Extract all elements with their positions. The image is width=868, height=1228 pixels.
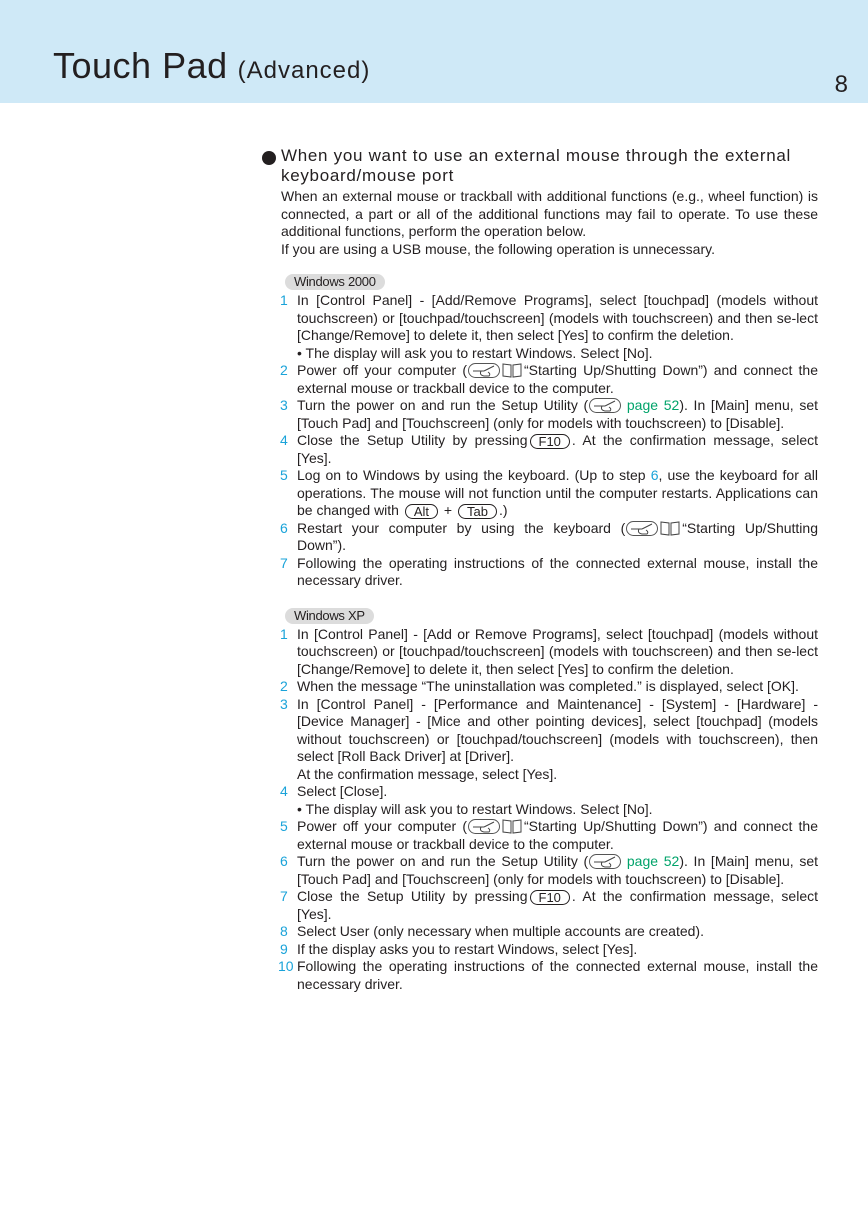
starting-up-link[interactable]: “Starting Up/Shutting Down” xyxy=(524,818,703,834)
tab-key: Tab xyxy=(458,504,497,519)
step-text: Following the operating instructions of the connected external mouse, install the necessary driver. xyxy=(297,554,818,588)
step-text: In [Control Panel] - [Performance and Maintenance] - [System] - [Hardware] - [Device Manager] - [Mice and other pointing devices], select [touchpad] (models without touchscreen) or [touchpad/touchscreen] (models with touchscreen), then select [Roll Back Driver] at [Driver]. xyxy=(297,695,818,764)
step-text: Power off your computer ( xyxy=(297,818,468,834)
pointing-hand-icon xyxy=(626,521,658,536)
pointing-hand-icon xyxy=(589,854,621,869)
heading-line2: keyboard/mouse port xyxy=(281,166,454,185)
section-heading xyxy=(262,146,818,186)
step-item xyxy=(262,783,818,818)
step-number: 2 xyxy=(280,678,288,694)
step-text: Select [Close]. xyxy=(297,783,388,799)
page-header xyxy=(0,0,868,103)
page-52-link[interactable]: page 52 xyxy=(626,397,680,413)
step-number: 1 xyxy=(280,625,288,642)
step-note: At the confirmation message, select [Yes]. xyxy=(297,765,558,782)
step-text-mid: , use the keyboard for all operations. The mouse will not function until the computer restarts. Applications can be changed with xyxy=(297,467,818,518)
windows-2000-steps xyxy=(262,292,818,590)
windows-xp-badge: Windows XP xyxy=(285,608,374,624)
pointing-hand-icon xyxy=(589,398,621,413)
intro-paragraph-2: If you are using a USB mouse, the following operation is unnecessary. xyxy=(281,240,715,257)
step-text: Close the Setup Utility by pressing xyxy=(297,432,528,448)
step-number: 6 xyxy=(280,519,288,536)
step-text: Turn the power on and run the Setup Utility ( xyxy=(297,853,589,869)
step-item xyxy=(262,626,818,679)
step-number: 7 xyxy=(280,888,288,904)
step-item xyxy=(262,432,818,467)
step-text: Close the Setup Utility by pressing xyxy=(297,888,528,904)
step-text: Log on to Windows by using the keyboard. (Up to step xyxy=(297,467,651,483)
step-item xyxy=(262,853,818,888)
f10-key: F10 xyxy=(530,890,570,905)
step-number: 4 xyxy=(280,783,288,799)
heading-line1: When you want to use an external mouse through the external xyxy=(281,146,792,165)
step-number: 10 xyxy=(278,958,294,974)
intro-text xyxy=(262,188,818,258)
step-number: 7 xyxy=(280,554,288,571)
main-content xyxy=(262,146,818,993)
book-icon xyxy=(502,818,522,834)
step-item xyxy=(262,941,818,959)
step-item xyxy=(262,678,818,696)
step-note: • The display will ask you to restart Windows. Select [No]. xyxy=(297,800,653,817)
step-text: When the message “The uninstallation was completed.” is displayed, select [OK]. xyxy=(297,678,799,694)
step-number: 8 xyxy=(280,923,288,939)
step-number: 5 xyxy=(280,818,288,834)
step-text-cont: ). In [Main] menu, set [Touch Pad] and [Touchscreen] (only for models with touchscreen) to [Disable]. xyxy=(297,397,819,431)
title-subtitle: (Advanced) xyxy=(237,57,371,84)
step-item xyxy=(262,958,818,993)
step-text-cont: .) xyxy=(498,502,508,518)
step-text-cont: . At the confirmation message, select [Yes]. xyxy=(297,432,818,466)
step-item xyxy=(262,397,818,432)
book-icon xyxy=(502,362,522,378)
step-text: Power off your computer ( xyxy=(297,362,468,378)
step-item xyxy=(262,467,818,520)
step-item xyxy=(262,696,818,784)
step-text: Restart your computer by using the keyboard ( xyxy=(297,519,626,536)
step-text: Select User (only necessary when multiple accounts are created). xyxy=(297,923,704,939)
book-icon xyxy=(660,520,680,536)
plus-sign: + xyxy=(440,502,456,518)
step-number: 1 xyxy=(280,292,288,308)
intro-paragraph-1: When an external mouse or trackball with additional functions (e.g., wheel function) is connected, a part or all of the additional functions may fail to operate. To use these additional functions, perform the operation below. xyxy=(281,188,818,239)
step-text: If the display asks you to restart Windows, select [Yes]. xyxy=(297,940,638,957)
step-item xyxy=(262,520,818,555)
windows-2000-badge: Windows 2000 xyxy=(285,274,385,290)
step-item xyxy=(262,923,818,941)
step-item xyxy=(262,888,818,923)
step-number: 6 xyxy=(280,853,288,869)
step-number: 2 xyxy=(280,362,288,378)
step-item xyxy=(262,292,818,362)
step-number: 3 xyxy=(280,397,288,413)
step-text-cont: . At the confirmation message, select [Yes]. xyxy=(297,888,818,922)
starting-up-link[interactable]: “Starting Up/Shutting Down” xyxy=(524,362,703,378)
step-number: 4 xyxy=(280,432,288,448)
bullet-icon xyxy=(262,151,276,165)
step-text-cont: ). In [Main] menu, set [Touch Pad] and [Touchscreen] (only for models with touchscreen) to [Disable]. xyxy=(297,853,819,887)
step-item xyxy=(262,818,818,853)
pointing-hand-icon xyxy=(468,819,500,834)
step-text-cont: ). xyxy=(337,537,347,553)
page-title xyxy=(53,45,370,87)
step-text: Turn the power on and run the Setup Utility ( xyxy=(297,397,589,413)
f10-key: F10 xyxy=(530,434,570,449)
step-text-cont: ) and connect the external mouse or trackball device to the computer. xyxy=(297,362,819,396)
pointing-hand-icon[interactable] xyxy=(468,363,500,378)
page-number: 8 xyxy=(834,71,848,98)
step-text-cont: ) and connect the external mouse or trackball device to the computer. xyxy=(297,818,819,852)
step-number: 5 xyxy=(280,467,288,483)
starting-up-link[interactable]: “Starting Up/Shutting Down” xyxy=(297,519,818,553)
step-text: In [Control Panel] - [Add/Remove Programs], select [touchpad] (models without touchscreen) or [touchpad/touchscreen] (models with touchscreen) and then se-lect [Change/Remove] to delete it, then select [Yes] to confirm the deletion. xyxy=(297,292,818,343)
step-text: In [Control Panel] - [Add or Remove Programs], select [touchpad] (models without touchscreen) or [touchpad/touchscreen] (models with touchscreen) and then se-lect [Change/Remove] to delete it, then select [Yes] to confirm the deletion. xyxy=(297,625,818,677)
step-reference: 6 xyxy=(650,467,659,483)
step-number: 9 xyxy=(280,940,288,957)
page-52-link[interactable]: page 52 xyxy=(626,853,680,869)
step-item xyxy=(262,555,818,590)
step-note: • The display will ask you to restart Windows. Select [No]. xyxy=(297,344,653,361)
step-item xyxy=(262,362,818,397)
step-number: 3 xyxy=(280,695,288,712)
step-text: Following the operating instructions of the connected external mouse, install the necessary driver. xyxy=(297,958,818,992)
windows-xp-steps xyxy=(262,626,818,994)
title-main: Touch Pad xyxy=(53,45,228,86)
alt-key: Alt xyxy=(405,504,438,519)
